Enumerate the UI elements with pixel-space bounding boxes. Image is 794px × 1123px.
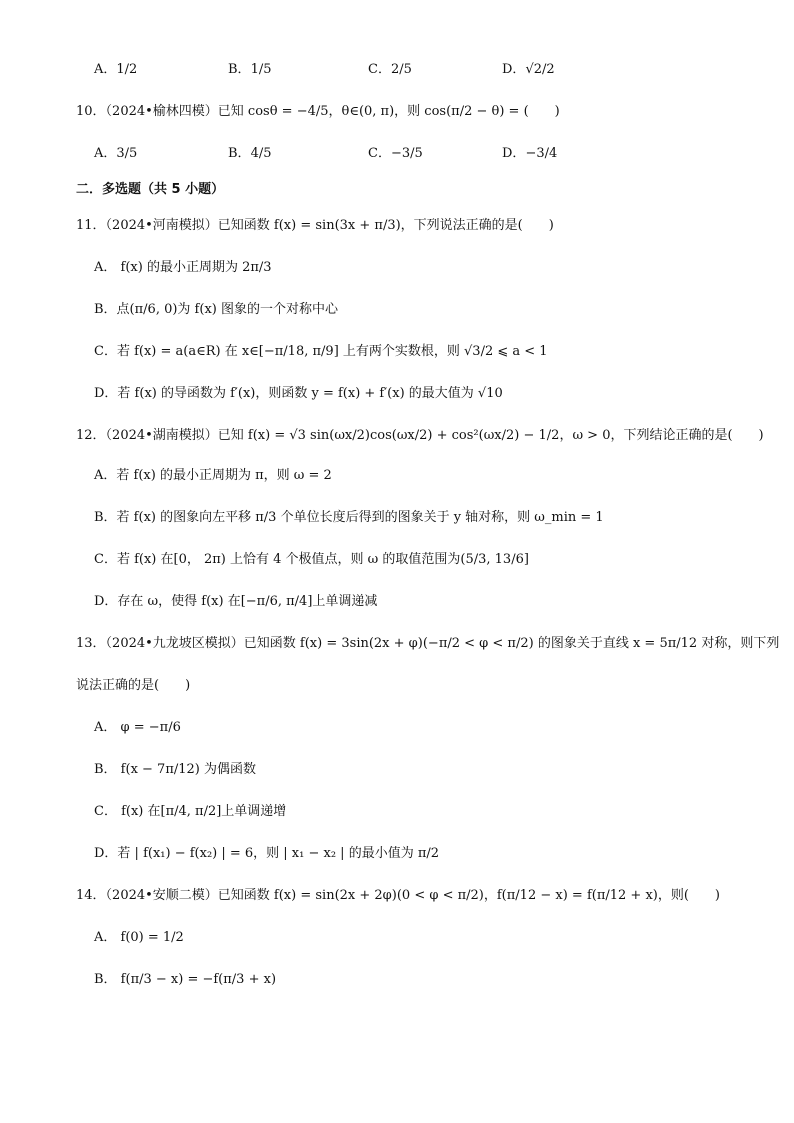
section-title: 二．多选题（共 5 小题） [76, 182, 225, 197]
q12-option-d: D．存在 ω，使得 f(x) 在[−π/6, π/4]上单调递减 [94, 594, 378, 609]
option-letter: D． [502, 146, 526, 161]
q13-option-d: D．若 | f(x₁) − f(x₂) | = 6，则 | x₁ − x₂ | 的最小值为 π/2 [94, 846, 440, 861]
q11-option-c: C．若 f(x) = a(a∈R) 在 x∈[−π/18, π/9] 上有两个实数根，则 √3/2 ⩽ a < 1 [94, 344, 548, 359]
q14-option-b: B． f(π/3 − x) = −f(π/3 + x) [94, 972, 277, 987]
q9-option-a [94, 62, 137, 78]
option-text: √2/2 [525, 62, 555, 77]
option-text: 2/5 [390, 62, 412, 77]
q13-option-c: C． f(x) 在[π/4, π/2]上单调递增 [94, 804, 287, 819]
q13-stem-line1: 13．（2024•九龙坡区模拟）已知函数 f(x) = 3sin(2x + φ)(−π/2 < φ < π/2) 的图象关于直线 x = 5π/12 对称，则下列 [76, 636, 780, 651]
option-letter: B． [228, 146, 251, 161]
q13-option-a: A． φ = −π/6 [94, 720, 181, 735]
option-letter: D． [502, 62, 526, 77]
option-text: −3/4 [525, 146, 558, 161]
q14-option-a: A． f(0) = 1/2 [94, 930, 184, 945]
option-text: 1/2 [116, 62, 138, 77]
option-letter: B． [228, 62, 251, 77]
option-text: 4/5 [250, 146, 272, 161]
q10-option-b [228, 146, 271, 162]
q9-option-d [502, 62, 555, 78]
q12-option-b: B．若 f(x) 的图象向左平移 π/3 个单位长度后得到的图象关于 y 轴对称，则 ω_min = 1 [94, 510, 604, 525]
q11-option-b: B．点(π/6, 0)为 f(x) 图象的一个对称中心 [94, 302, 338, 317]
q11-stem: 11．（2024•河南模拟）已知函数 f(x) = sin(3x + π/3)，下列说法正确的是( ) [76, 218, 554, 233]
option-letter: A． [94, 62, 117, 77]
q13-stem-line2: 说法正确的是( ) [76, 678, 191, 693]
q12-option-a: A．若 f(x) 的最小正周期为 π，则 ω = 2 [94, 468, 332, 483]
option-text: 1/5 [250, 62, 272, 77]
q10-option-c [368, 146, 423, 162]
option-text: 3/5 [116, 146, 138, 161]
option-letter: C． [368, 146, 391, 161]
q13-option-b: B． f(x − 7π/12) 为偶函数 [94, 762, 256, 777]
q12-option-c: C．若 f(x) 在[0， 2π) 上恰有 4 个极值点，则 ω 的取值范围为(5/3, 13/6] [94, 552, 529, 567]
option-letter: C． [368, 62, 391, 77]
q11-option-a: A． f(x) 的最小正周期为 2π/3 [94, 260, 272, 275]
option-text: −3/5 [390, 146, 423, 161]
q9-option-b [228, 62, 271, 78]
q14-stem: 14．（2024•安顺二模）已知函数 f(x) = sin(2x + 2φ)(0 < φ < π/2)，f(π/12 − x) = f(π/12 + x)，则( ) [76, 888, 720, 903]
q10-stem: 10．（2024•榆林四模）已知 cosθ = −4/5，θ∈(0, π)，则 cos(π/2 − θ) = ( ) [76, 104, 560, 119]
q11-option-d: D．若 f(x) 的导函数为 f′(x)，则函数 y = f(x) + f′(x) 的最大值为 √10 [94, 386, 503, 401]
q10-option-a [94, 146, 137, 162]
q12-stem: 12．（2024•湖南模拟）已知 f(x) = √3 sin(ωx/2)cos(ωx/2) + cos²(ωx/2) − 1/2，ω > 0，下列结论正确的是( ) [76, 428, 764, 443]
q9-option-c [368, 62, 412, 78]
q10-option-d [502, 146, 557, 162]
option-letter: A． [94, 146, 117, 161]
